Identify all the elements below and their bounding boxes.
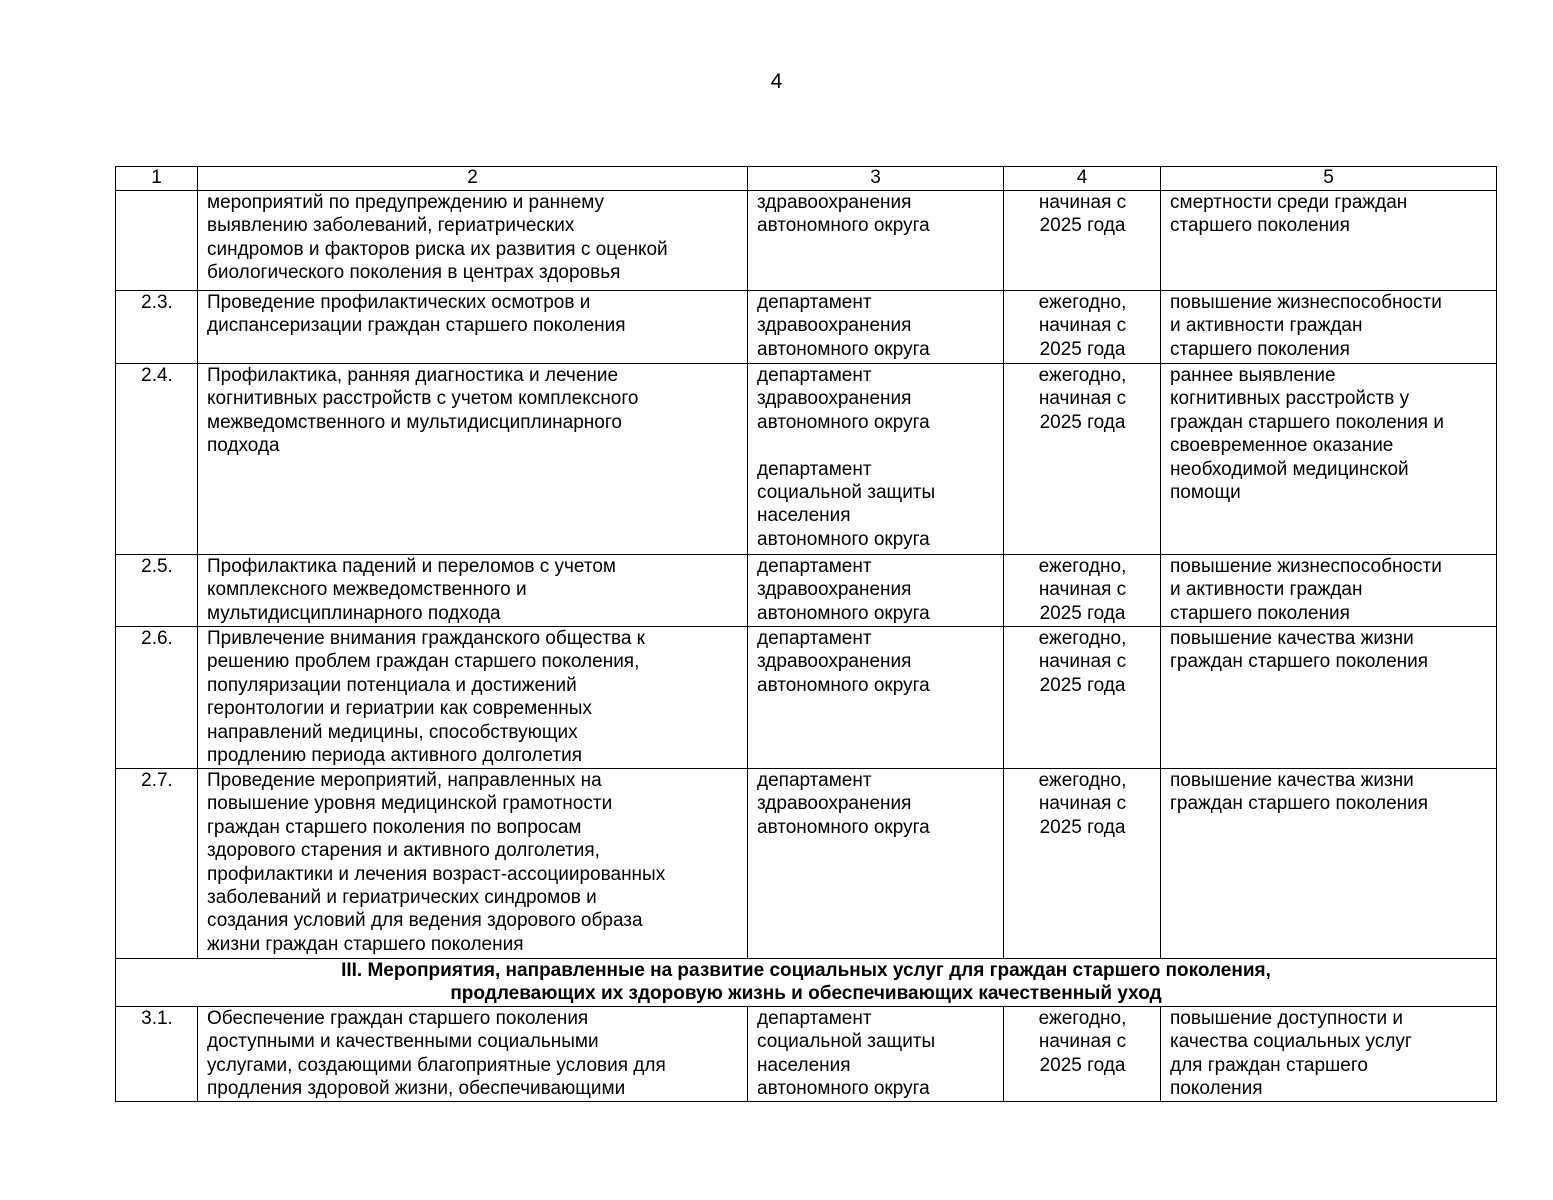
term-cell-line: начиная с	[1038, 579, 1127, 601]
executor-cell	[748, 769, 1004, 959]
executor-cell	[748, 555, 1004, 627]
event-cell-line: заболеваний и гериатрических синдромов и	[207, 887, 597, 909]
executor-cell-line: автономного округа	[757, 411, 930, 433]
term-cell-line: ежегодно,	[1038, 556, 1127, 577]
event-cell	[198, 364, 748, 555]
executor-cell-line: автономного округа	[757, 816, 930, 838]
result-cell-line: смертности среди граждан	[1170, 192, 1408, 213]
term-cell	[1004, 1007, 1161, 1102]
column-number-1: 1	[116, 167, 198, 191]
result-cell	[1161, 555, 1497, 627]
row-number	[116, 191, 198, 291]
term-cell	[1004, 364, 1161, 555]
term-cell-line: начиная с	[1038, 793, 1127, 815]
event-cell-line: направлений медицины, способствующих	[207, 721, 578, 743]
event-cell	[198, 1007, 748, 1102]
term-cell-line: ежегодно,	[1038, 365, 1127, 386]
event-cell-line: мероприятий по предупреждению и раннему	[207, 192, 605, 213]
section-heading	[116, 959, 1497, 1007]
result-cell	[1161, 627, 1497, 769]
executor-cell-second-executor-line: департамент	[757, 458, 872, 480]
result-cell-line: граждан старшего поколения	[1170, 793, 1429, 815]
result-cell-line: и активности граждан	[1170, 315, 1363, 337]
executor-cell-line: здравоохранения	[757, 388, 912, 410]
executor-cell	[748, 1007, 1004, 1102]
section-heading-line: III. Мероприятия, направленные на развитие социальных услуг для граждан старшего поколения,	[341, 960, 1271, 981]
result-cell	[1161, 291, 1497, 364]
term-cell-line: 2025 года	[1039, 411, 1126, 433]
executor-cell-line: автономного округа	[757, 1078, 930, 1100]
result-cell	[1161, 191, 1497, 291]
event-cell-line: популяризации потенциала и достижений	[207, 674, 577, 696]
column-number-row	[116, 167, 1497, 191]
term-cell-line: начиная с	[1038, 388, 1127, 410]
row-number: 3.1.	[116, 1007, 198, 1102]
result-cell-line: граждан старшего поколения	[1170, 651, 1429, 673]
event-cell-line: подхода	[207, 435, 280, 457]
executor-cell-second-executor-line: автономного округа	[757, 528, 930, 550]
term-cell-line: ежегодно,	[1038, 292, 1127, 313]
term-cell	[1004, 291, 1161, 364]
event-cell-line: геронтологии и гериатрии как современных	[207, 698, 592, 720]
result-cell-line: старшего поколения	[1170, 602, 1350, 624]
event-cell-line: Профилактика падений и переломов с учетом	[207, 556, 616, 577]
column-number-4: 4	[1004, 167, 1161, 191]
result-cell-line: старшего поколения	[1170, 338, 1350, 360]
term-cell-line: 2025 года	[1039, 674, 1126, 696]
event-cell-line: услугами, создающими благоприятные условия для	[207, 1054, 666, 1076]
table-row	[116, 769, 1497, 959]
event-cell-line: профилактики и лечения возраст-ассоциированных	[207, 863, 666, 885]
result-cell-line: для граждан старшего	[1170, 1054, 1368, 1076]
term-cell-line: 2025 года	[1039, 1054, 1126, 1076]
result-cell-line: повышение жизнеспособности	[1170, 292, 1442, 313]
event-cell-line: здорового старения и активного долголетия,	[207, 840, 600, 862]
section-heading-row	[116, 959, 1497, 1007]
result-cell	[1161, 769, 1497, 959]
term-cell-line: 2025 года	[1039, 338, 1126, 360]
executor-cell-line: здравоохранения	[757, 315, 912, 337]
page-number: 4	[770, 70, 783, 93]
term-cell	[1004, 627, 1161, 769]
event-cell-line: когнитивных расстройств с учетом комплексного	[207, 388, 639, 410]
term-cell	[1004, 191, 1161, 291]
event-cell-line: комплексного межведомственного и	[207, 579, 527, 601]
table-row	[116, 627, 1497, 769]
executor-cell	[748, 291, 1004, 364]
term-cell-line: ежегодно,	[1038, 770, 1127, 791]
term-cell-line: ежегодно,	[1038, 1008, 1127, 1029]
result-cell-line: необходимой медицинской	[1170, 458, 1409, 480]
section-heading-line: продлевающих их здоровую жизнь и обеспечивающих качественный уход	[450, 983, 1162, 1005]
event-cell	[198, 291, 748, 364]
term-cell-line: начиная с	[1038, 192, 1127, 213]
event-cell-line: Проведение профилактических осмотров и	[207, 292, 591, 313]
row-number: 2.3.	[116, 291, 198, 364]
event-cell-line: повышение уровня медицинской грамотности	[207, 793, 613, 815]
table-row	[116, 364, 1497, 555]
event-cell-line: выявлению заболеваний, гериатрических	[207, 215, 575, 237]
executor-cell-line: здравоохранения	[757, 579, 912, 601]
result-cell-line: когнитивных расстройств у	[1170, 388, 1410, 410]
event-cell-line: Обеспечение граждан старшего поколения	[207, 1008, 589, 1029]
executor-cell-line: здравоохранения	[757, 793, 912, 815]
event-cell-line: Привлечение внимания гражданского общества к	[207, 628, 645, 649]
executor-cell	[748, 627, 1004, 769]
result-cell-line: старшего поколения	[1170, 215, 1350, 237]
executor-cell-line: департамент	[757, 628, 872, 649]
event-cell-line: Профилактика, ранняя диагностика и лечение	[207, 365, 619, 386]
executor-cell-line: департамент	[757, 292, 872, 313]
term-cell	[1004, 769, 1161, 959]
executor-cell-line: социальной защиты	[757, 1031, 936, 1053]
event-cell	[198, 555, 748, 627]
table-row	[116, 291, 1497, 364]
term-cell-line: начиная с	[1038, 651, 1127, 673]
executor-cell-line: населения	[757, 1054, 851, 1076]
event-cell	[198, 769, 748, 959]
event-cell-line: Проведение мероприятий, направленных на	[207, 770, 602, 791]
executor-cell-line: здравоохранения	[757, 651, 912, 673]
result-cell-line: своевременное оказание	[1170, 435, 1394, 457]
measures-table	[115, 166, 1497, 1102]
result-cell-line: повышение жизнеспособности	[1170, 556, 1442, 577]
event-cell-line: мультидисциплинарного подхода	[207, 602, 501, 624]
row-number: 2.7.	[116, 769, 198, 959]
result-cell	[1161, 364, 1497, 555]
event-cell-line: создания условий для ведения здорового образа	[207, 910, 643, 932]
executor-cell-line: департамент	[757, 556, 872, 577]
event-cell-line: продления здоровой жизни, обеспечивающими	[207, 1078, 626, 1100]
executor-cell-line: здравоохранения	[757, 192, 912, 213]
row-number: 2.5.	[116, 555, 198, 627]
table-row	[116, 555, 1497, 627]
result-cell-line: граждан старшего поколения и	[1170, 411, 1444, 433]
table-row	[116, 191, 1497, 291]
event-cell-line: синдромов и факторов риска их развития с оценкой	[207, 238, 668, 260]
cell-spacer	[757, 434, 995, 457]
event-cell	[198, 627, 748, 769]
term-cell-line: начиная с	[1038, 1031, 1127, 1053]
table-row	[116, 1007, 1497, 1102]
row-number: 2.6.	[116, 627, 198, 769]
executor-cell	[748, 364, 1004, 555]
term-cell	[1004, 555, 1161, 627]
column-number-3: 3	[748, 167, 1004, 191]
result-cell-line: поколения	[1170, 1078, 1263, 1100]
event-cell-line: межведомственного и мультидисциплинарного	[207, 411, 622, 433]
column-number-5: 5	[1161, 167, 1497, 191]
executor-cell-line: автономного округа	[757, 674, 930, 696]
event-cell-line: продлению периода активного долголетия	[207, 745, 583, 767]
executor-cell	[748, 191, 1004, 291]
term-cell-line: начиная с	[1038, 315, 1127, 337]
row-number: 2.4.	[116, 364, 198, 555]
executor-cell-line: департамент	[757, 770, 872, 791]
event-cell-line: биологического поколения в центрах здоровья	[207, 262, 621, 284]
result-cell-line: раннее выявление	[1170, 365, 1336, 386]
term-cell-line: 2025 года	[1039, 816, 1126, 838]
event-cell	[198, 191, 748, 291]
term-cell-line: 2025 года	[1039, 215, 1126, 237]
executor-cell-line: департамент	[757, 365, 872, 386]
result-cell-line: и активности граждан	[1170, 579, 1363, 601]
column-number-2: 2	[198, 167, 748, 191]
result-cell-line: повышение качества жизни	[1170, 770, 1414, 791]
event-cell-line: решению проблем граждан старшего поколения,	[207, 651, 640, 673]
term-cell-line: ежегодно,	[1038, 628, 1127, 649]
result-cell-line: повышение качества жизни	[1170, 628, 1414, 649]
event-cell-line: жизни граждан старшего поколения	[207, 933, 524, 955]
event-cell-line: диспансеризации граждан старшего поколения	[207, 315, 626, 337]
executor-cell-line: автономного округа	[757, 215, 930, 237]
executor-cell-second-executor-line: населения	[757, 505, 851, 527]
executor-cell-second-executor-line: социальной защиты	[757, 482, 936, 504]
result-cell	[1161, 1007, 1497, 1102]
result-cell-line: качества социальных услуг	[1170, 1031, 1412, 1053]
executor-cell-line: автономного округа	[757, 338, 930, 360]
result-cell-line: повышение доступности и	[1170, 1008, 1403, 1029]
result-cell-line: помощи	[1170, 482, 1241, 504]
event-cell-line: доступными и качественными социальными	[207, 1031, 599, 1053]
executor-cell-line: автономного округа	[757, 602, 930, 624]
event-cell-line: граждан старшего поколения по вопросам	[207, 816, 582, 838]
executor-cell-line: департамент	[757, 1008, 872, 1029]
term-cell-line: 2025 года	[1039, 602, 1126, 624]
